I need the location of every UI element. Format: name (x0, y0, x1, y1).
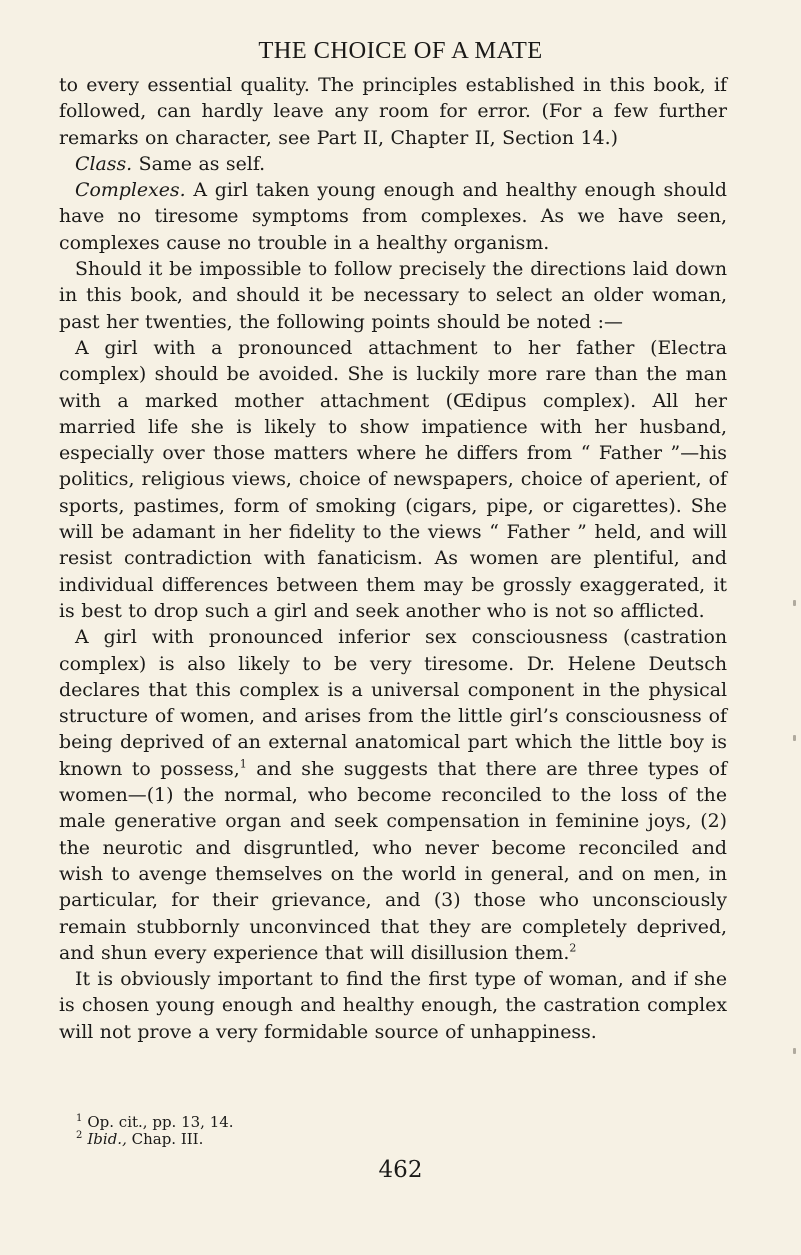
paragraph-first-type: It is obviously important to find the first type of woman, and if she is chosen young enough and healthy enough, the castration complex will not prove a very formidable source of unhappiness. (59, 968, 727, 1043)
run-in-heading-complexes: Complexes. (75, 179, 186, 202)
paragraph-electra-complex: A girl with a pronounced attachment to her father (Electra complex) should be avoided. She is luckily more rare than the man with a marked mother attachment (Œdipus complex). All her married life she is likely to show impatience with her husband, especially over those matters where he differs from “ Father ”—his politics, religious views, choice of newspapers, choice of aperient, of sports, pastimes, form of smoking (cigars, pipe, or cigarettes). She will be adamant in her fidelity to the views “ Father ” held, and will resist contradiction with fanaticism. As women are plentiful, and individual differences between them may be grossly exaggerated, it is best to drop such a girl and seek another who is not so afflicted. (59, 336, 727, 622)
page-number: 462 (378, 1157, 423, 1183)
margin-speck (793, 1048, 796, 1054)
footnote-text-2: Chap. III. (126, 1130, 204, 1148)
paragraph-complexes-text: A girl taken young enough and healthy enough should have no tiresome symptoms from complexes. As we have seen, complexes cause no trouble in a healthy organism. (59, 179, 727, 254)
footnote-reference-2: 2 (569, 941, 577, 955)
paragraph-class-text: Same as self. (132, 152, 266, 175)
footnote-1 (76, 1114, 576, 1131)
footnote-text-1: Op. cit., pp. 13, 14. (87, 1113, 234, 1131)
margin-speck (793, 600, 796, 606)
paragraph-castration-text-1: A girl with pronounced inferior sex consciousness (castration complex) is also likely to be very tiresome. Dr. Helene Deutsch declares that this complex is a universal component in the physical structure of women, and arises from the little girl’s consciousness of being deprived of an external anatomical part which the little boy is known to possess, (59, 626, 727, 780)
paragraph-older-woman: Should it be impossible to follow precisely the directions laid down in this book, and should it be necessary to select an older woman, past her twenties, the following points should be noted :— (59, 258, 727, 333)
footnotes (76, 1114, 576, 1148)
paragraph-class (59, 151, 727, 177)
paragraph-continuation: to every essential quality. The principles established in this book, if followed, can hardly leave any room for error. (For a few further remarks on character, see Part II, Chapter II, Section 14.) (59, 74, 727, 149)
footnote-number-1: 1 (76, 1113, 83, 1124)
run-in-heading-class: Class. (75, 152, 133, 175)
footnote-text-2-italic: Ibid., (87, 1130, 127, 1148)
footnote-2 (76, 1131, 576, 1148)
footnote-number-2: 2 (76, 1130, 83, 1141)
paragraph-complexes (59, 177, 727, 256)
paragraph-castration-text-2: and she suggests that there are three types of women—(1) the normal, who become reconciled to the loss of the male generative organ and seek compensation in feminine joys, (2) the neurotic and disgruntled, who never become reconciled and wish to avenge themselves on the world in general, and on men, in particular, for their grievance, and (3) those who unconsciously remain stubbornly unconvinced that they are completely deprived, and shun every experience that will disillusion them. (59, 757, 727, 964)
margin-speck (793, 735, 796, 741)
paragraph-castration-complex (59, 624, 727, 966)
running-head: THE CHOICE OF A MATE (258, 37, 543, 64)
footnote-reference-1: 1 (239, 757, 247, 771)
body-text (59, 72, 727, 1045)
